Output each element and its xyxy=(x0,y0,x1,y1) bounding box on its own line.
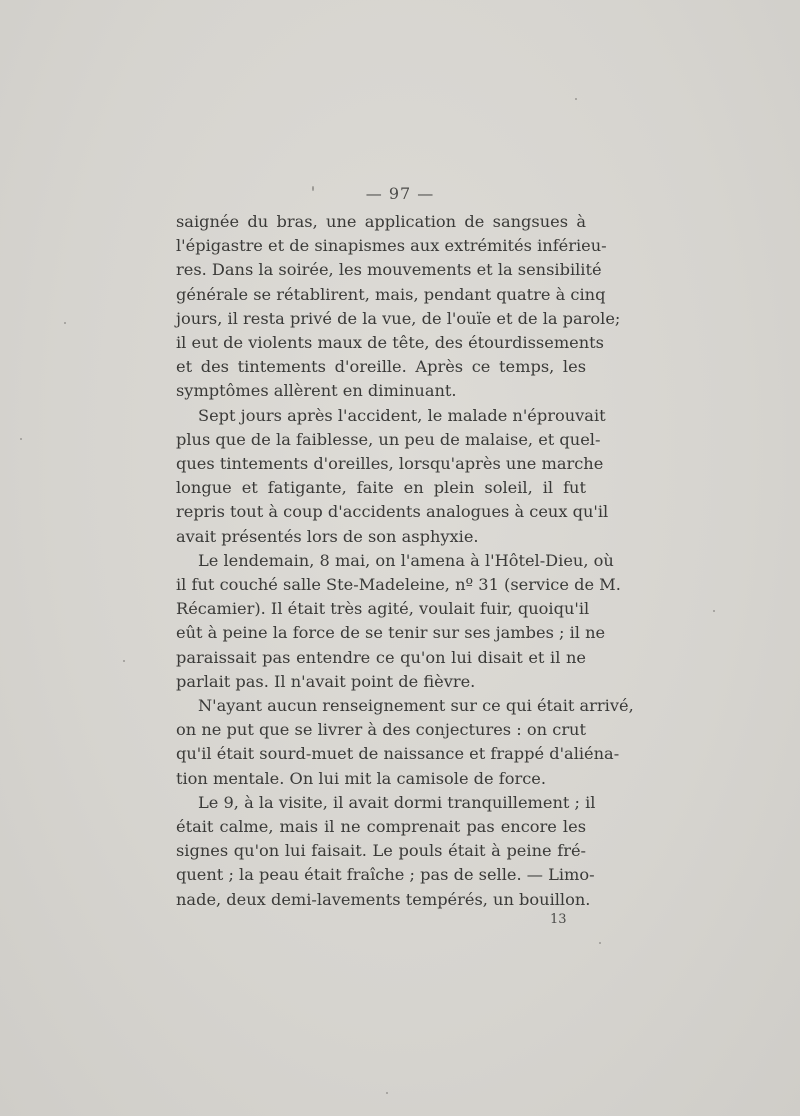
text-line: symptômes allèrent en diminuant. xyxy=(176,381,457,401)
page-number-header: — 97 — xyxy=(365,184,435,203)
text-line: Le 9, à la visite, il avait dormi tranquillement ; il xyxy=(198,792,596,812)
text-line: paraissait pas entendre ce qu'on lui disait et il ne xyxy=(176,647,586,667)
text-line: nade, deux demi-lavements tempérés, un bouillon. xyxy=(176,889,591,909)
text-line: il eut de violents maux de tête, des étourdissements xyxy=(176,333,604,353)
paper-speck xyxy=(575,98,577,100)
text-line: Récamier). Il était très agité, voulait fuir, quoiqu'il xyxy=(176,599,590,619)
text-line: N'ayant aucun renseignement sur ce qui était arrivé, xyxy=(198,696,634,716)
paragraph-3 xyxy=(176,549,621,694)
paragraph-1 xyxy=(176,210,621,404)
paragraph-4 xyxy=(176,694,634,791)
paper-speck xyxy=(386,1092,388,1094)
text-line: tion mentale. On lui mit la camisole de force. xyxy=(176,768,547,788)
text-line: avait présentés lors de son asphyxie. xyxy=(176,526,479,546)
paper-speck xyxy=(599,942,601,944)
text-line: parlait pas. Il n'avait point de fièvre. xyxy=(176,671,476,691)
text-line: il fut couché salle Ste-Madeleine, nº 31 (service de M. xyxy=(176,575,621,595)
text-line: était calme, mais il ne comprenait pas encore les xyxy=(176,817,586,837)
text-line: on ne put que se livrer à des conjectures : on crut xyxy=(176,720,586,740)
text-line: quent ; la peau était fraîche ; pas de selle. — Limo- xyxy=(176,865,595,885)
paper-speck xyxy=(312,186,314,191)
text-line: repris tout à coup d'accidents analogues à ceux qu'il xyxy=(176,502,609,522)
signature-mark: 13 xyxy=(550,912,567,927)
text-line: qu'il était sourd-muet de naissance et frappé d'aliéna- xyxy=(176,744,620,764)
text-line: saignée du bras, une application de sangsues à xyxy=(176,212,586,231)
paper-speck xyxy=(123,660,125,662)
paper-speck xyxy=(20,438,22,440)
text-line: res. Dans la soirée, les mouvements et la sensibilité xyxy=(176,260,602,280)
paper-speck xyxy=(64,322,66,324)
body-text xyxy=(176,210,634,912)
text-line: générale se rétablirent, mais, pendant quatre à cinq xyxy=(176,284,606,304)
text-line: eût à peine la force de se tenir sur ses jambes ; il ne xyxy=(176,623,606,643)
paper-speck xyxy=(713,610,715,612)
text-line: longue et fatigante, faite en plein soleil, il fut xyxy=(176,478,586,498)
text-line: signes qu'on lui faisait. Le pouls était à peine fré- xyxy=(176,841,586,861)
paragraph-5 xyxy=(176,791,596,912)
text-line: Le lendemain, 8 mai, on l'amena à l'Hôtel-Dieu, où xyxy=(198,550,614,570)
text-line: Sept jours après l'accident, le malade n'éprouvait xyxy=(198,405,606,425)
text-line: et des tintements d'oreille. Après ce temps, les xyxy=(176,357,586,377)
text-line: l'épigastre et de sinapismes aux extrémités inférieu- xyxy=(176,236,607,256)
text-line: plus que de la faiblesse, un peu de malaise, et quel- xyxy=(176,429,601,449)
paragraph-2 xyxy=(176,404,609,549)
text-line: jours, il resta privé de la vue, de l'ouïe et de la parole; xyxy=(176,308,621,328)
text-line: ques tintements d'oreilles, lorsqu'après une marche xyxy=(176,454,604,474)
